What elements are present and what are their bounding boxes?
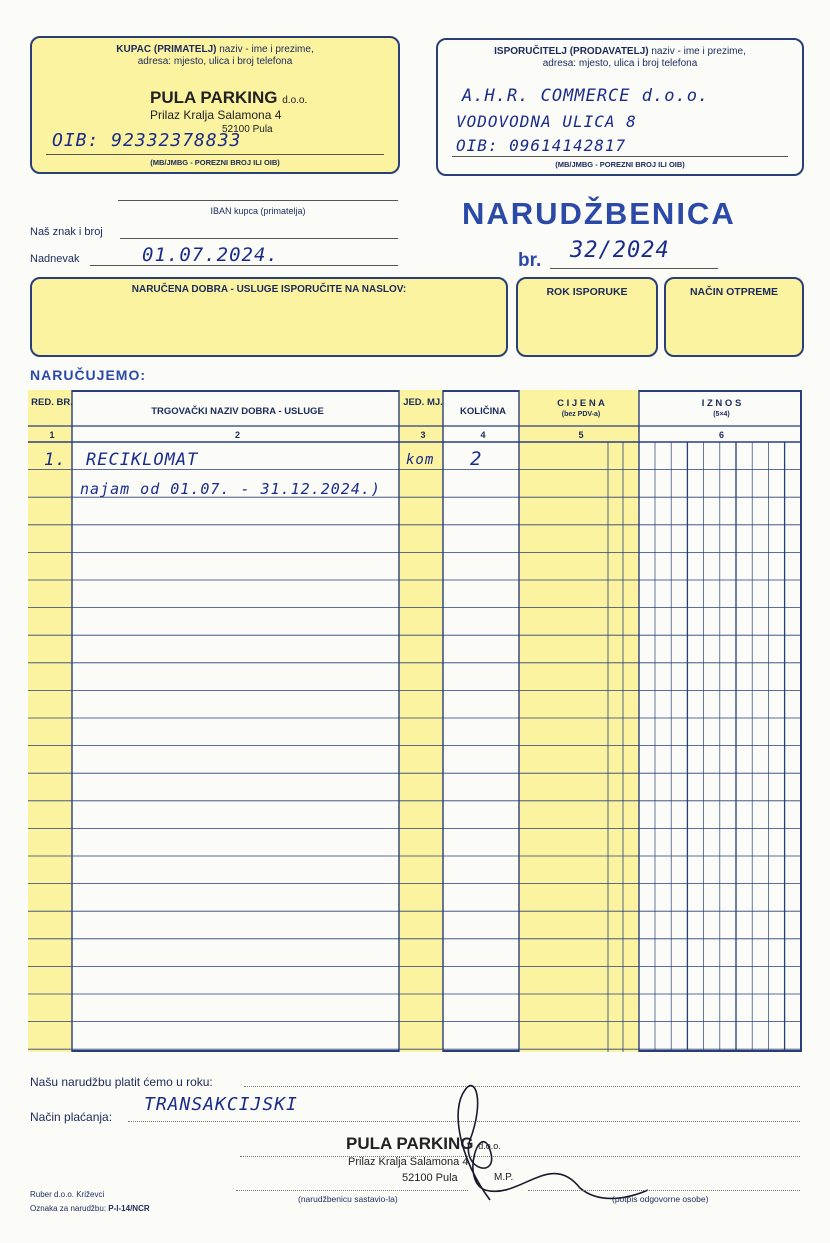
bottom-stamp-mp: M.P. — [494, 1172, 514, 1183]
rok-isporuke-box — [516, 277, 658, 357]
buyer-box — [30, 36, 400, 174]
iban-label: IBAN kupca (primatelja) — [210, 206, 306, 216]
nadnevak-label: Nadnevak — [30, 253, 80, 265]
col-num-2: 2 — [234, 430, 240, 440]
delivery-address-label: NARUČENA DOBRA - USLUGE ISPORUČITE NA NASLOV: — [131, 284, 407, 295]
buyer-footer: (MB/JMBG - POREZNI BROJ ILI OIB) — [150, 158, 280, 167]
th-cijena-sub: (bez PDV-a) — [561, 411, 601, 418]
payment-method-label: Način plaćanja: — [30, 1110, 113, 1124]
buyer-oib: OIB: 92332378833 — [52, 130, 242, 151]
th-jed-mj: JED. MJ. — [403, 397, 443, 408]
col-num-3: 3 — [420, 430, 426, 440]
buyer-heading: KUPAC (PRIMATELJ) naziv - ime i prezime, adresa: mjesto, ulica i broj telefona — [116, 44, 314, 67]
col-num-4: 4 — [480, 430, 486, 440]
nacin-otpreme-box — [664, 277, 804, 357]
col-num-1: 1 — [49, 430, 55, 440]
bottom-stamp-city: 52100 Pula — [402, 1172, 458, 1184]
form-code: Oznaka za narudžbu: P-I-14/NCR — [30, 1204, 150, 1213]
signature — [430, 1070, 660, 1210]
th-kolicina: KOLIČINA — [460, 406, 506, 417]
table-row-1-kol: 2 — [470, 448, 483, 470]
th-red-br: RED. BR. — [31, 397, 73, 408]
supplier-heading: ISPORUČITELJ (PRODAVATELJ) naziv - ime i prezime, adresa: mjesto, ulica i broj telefona — [494, 46, 746, 69]
supplier-footer: (MB/JMBG - POREZNI BROJ ILI OIB) — [555, 160, 685, 169]
supplier-box — [436, 38, 804, 176]
th-iznos: I Z N O S — [701, 398, 742, 409]
nas-znak-label: Naš znak i broj — [30, 226, 103, 238]
nadnevak-value: 01.07.2024. — [142, 244, 279, 266]
supplier-name: A.H.R. COMMERCE d.o.o. — [462, 86, 710, 106]
table-row-1-jm: kom — [406, 452, 435, 468]
col-num-6: 6 — [718, 430, 724, 440]
document-title: NARUDŽBENICA — [462, 196, 736, 231]
delivery-address-box — [30, 277, 508, 357]
col-num-5: 5 — [578, 430, 584, 440]
order-table — [28, 390, 802, 1052]
buyer-stamp-name: PULA PARKING d.o.o. — [150, 88, 308, 107]
th-cijena: C I J E N A — [557, 398, 605, 409]
payment-term-label: Našu narudžbu platit ćemo u roku: — [30, 1075, 213, 1089]
rok-isporuke-label: ROK ISPORUKE — [546, 286, 628, 298]
supplier-address: VODOVODNA ULICA 8 — [456, 112, 637, 131]
br-label: br. — [518, 250, 542, 271]
potpis-label: (potpis odgovorne osobe) — [612, 1194, 709, 1204]
buyer-stamp-address: Prilaz Kralja Salamona 4 — [150, 108, 282, 122]
br-value: 32/2024 — [570, 238, 670, 263]
sastavio-label: (narudžbenicu sastavio-la) — [298, 1194, 398, 1204]
th-naziv: TRGOVAČKI NAZIV DOBRA - USLUGE — [151, 406, 324, 417]
table-row-2-naziv: najam od 01.07. - 31.12.2024.) — [80, 480, 381, 498]
narucujemo-label: NARUČUJEMO: — [30, 367, 146, 383]
table-row-1-naziv: RECIKLOMAT — [86, 450, 199, 470]
buyer-stamp-city: 52100 Pula — [222, 124, 273, 135]
payment-method-value: TRANSAKCIJSKI — [144, 1094, 298, 1115]
th-iznos-sub: (5×4) — [713, 411, 730, 418]
bottom-stamp-name: PULA PARKING d.o.o. — [346, 1134, 501, 1153]
printer-name: Ruber d.o.o. Križevci — [30, 1190, 105, 1199]
table-row-1-rb: 1. — [44, 450, 67, 470]
nacin-otpreme-label: NAČIN OTPREME — [689, 286, 779, 298]
supplier-oib: OIB: 09614142817 — [456, 136, 627, 155]
bottom-stamp-address: Prilaz Kralja Salamona 4 — [348, 1156, 469, 1168]
